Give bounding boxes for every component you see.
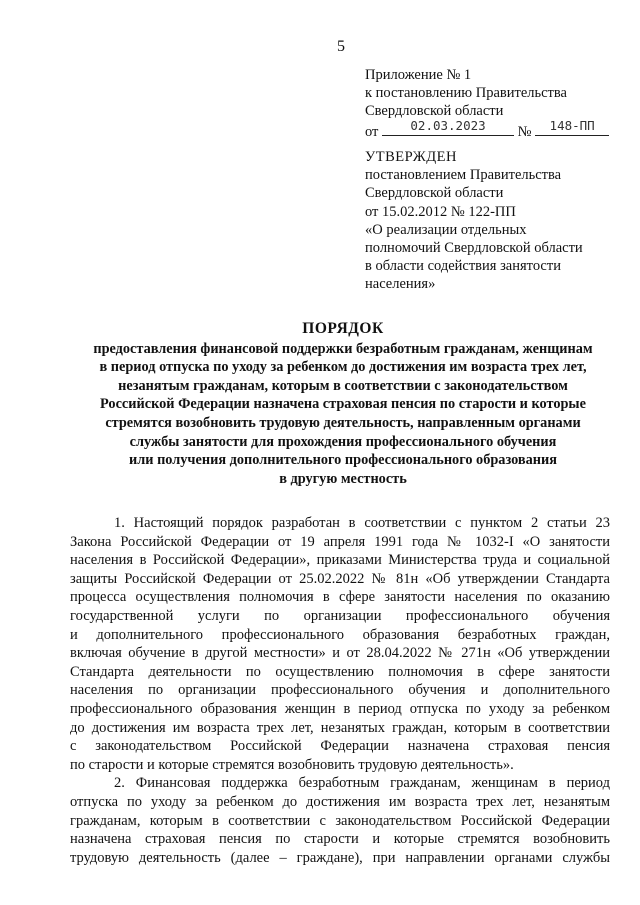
paragraph-1-line: населения по организации профессионального обучения и дополнительного — [70, 682, 610, 699]
approved-title: УТВЕРЖДЕН — [365, 149, 457, 165]
paragraph-1-line: населения в Российской Федерации», приказами Министерства труда и социальной — [70, 552, 610, 569]
paragraph-1-line: защиты Российской Федерации от 25.02.2022 № 81н «Об утверждении Стандарта — [70, 570, 610, 587]
approved-line: полномочий Свердловской области — [365, 240, 583, 257]
paragraph-2-line: трудовую деятельность (далее – граждане), при направлении органами службы — [70, 849, 610, 866]
number-field — [535, 120, 609, 136]
paragraph-1-line: государственной услуги по организации профессионального обучения — [70, 607, 610, 624]
number-prefix: № — [517, 124, 532, 140]
paragraph-1-line: включая обучение в другой местности» и от 28.04.2022 № 271н «Об утверждении — [70, 645, 610, 662]
paragraph-1-line: Стандарта деятельности по осуществлению полномочия в сфере занятости — [70, 663, 610, 680]
document-heading — [56, 320, 630, 488]
number-value: 148-ПП — [549, 118, 595, 133]
annex-date-number — [365, 120, 609, 141]
approved-line: в области содействия занятости — [365, 258, 561, 275]
heading-line: предоставления финансовой поддержки безработным гражданам, женщинам — [93, 340, 593, 357]
annex-block — [365, 66, 609, 141]
page-number: 5 — [337, 38, 345, 55]
annex-title: Приложение № 1 — [365, 67, 472, 83]
approved-line: населения» — [365, 276, 436, 293]
document-title: ПОРЯДОК — [302, 320, 384, 337]
date-prefix: от — [365, 124, 379, 140]
heading-line: службы занятости для прохождения профессионального обучения — [129, 433, 557, 450]
paragraph-1-line: и дополнительного профессионального образования безработных граждан, — [70, 626, 610, 643]
paragraph-2-line: отпуска по уходу за ребенком до достижения им возраста трех лет, незанятым — [70, 793, 610, 810]
paragraph-1-line: по старости и которые стремятся возобновить трудовую деятельность». — [70, 756, 514, 773]
date-value: 02.03.2023 — [410, 118, 486, 133]
approved-line: постановлением Правительства — [365, 167, 562, 184]
paragraph-1-line: 1. Настоящий порядок разработан в соответствии с пунктом 2 статьи 23 — [114, 515, 610, 531]
heading-line: в другую местность — [279, 470, 407, 487]
paragraph-1-line: с законодательством Российской Федерации назначена страховая пенсия — [70, 738, 610, 755]
heading-line: в период отпуска по уходу за ребенком до достижения им возраста трех лет, — [99, 359, 587, 376]
paragraph-2-line: гражданам, которым в соответствии с законодательством Российской Федерации — [70, 812, 610, 829]
annex-resolution: к постановлению Правительства — [365, 85, 567, 101]
paragraph-1-line: Закона Российской Федерации от 19 апреля 1991 года № 1032-I «О занятости — [70, 533, 610, 550]
paragraph-1-line: до достижения им возраста трех лет, незанятых граждан, которым в соответствии — [70, 719, 610, 736]
annex-region: Свердловской области — [365, 103, 504, 119]
paragraph-2-line: назначена страховая пенсия по старости и которые стремятся возобновить — [70, 831, 610, 848]
paragraph-2-line: 2. Финансовая поддержка безработным гражданам, женщинам в период — [114, 775, 610, 792]
approved-line: от 15.02.2012 № 122-ПП — [365, 203, 516, 220]
heading-line: незанятым гражданам, которым в соответствии с законодательством — [118, 377, 568, 394]
approved-line: Свердловской области — [365, 185, 504, 202]
approved-line: «О реализации отдельных — [365, 221, 527, 238]
heading-line: или получения дополнительного профессионального образования — [129, 452, 557, 469]
date-field — [382, 120, 514, 136]
heading-line: Российской Федерации назначена страховая пенсия по старости и которые — [100, 396, 586, 413]
document-body — [70, 514, 610, 867]
approval-block — [365, 148, 583, 294]
heading-line: стремятся возобновить трудовую деятельность, направленным органами — [105, 414, 581, 431]
paragraph-1-line: процесса осуществления полномочия в сфере занятости населения по оказанию — [70, 589, 610, 606]
paragraph-1-line: профессионального образования женщин в период отпуска по уходу за ребенком — [70, 700, 610, 717]
